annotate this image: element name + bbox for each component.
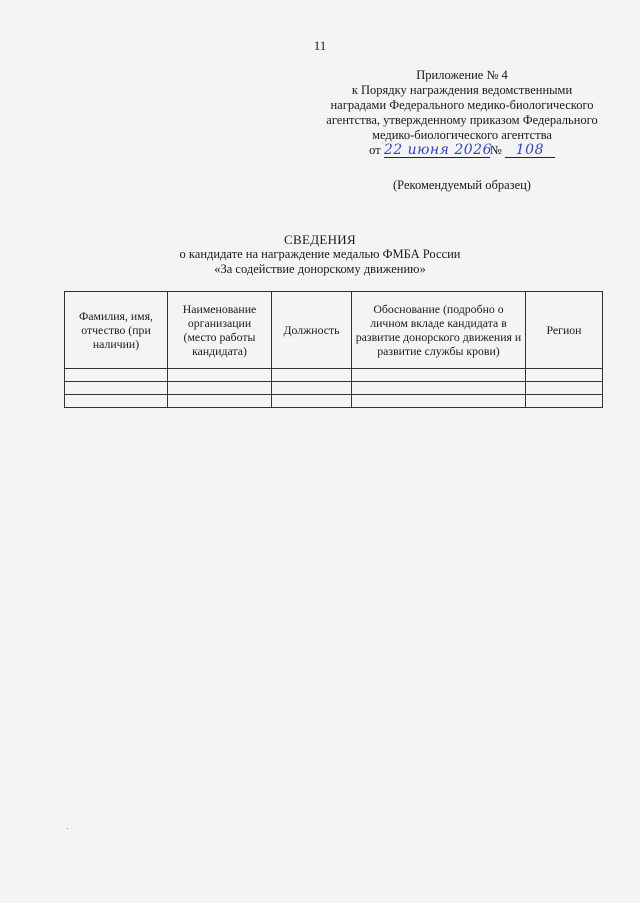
table-cell[interactable] bbox=[272, 382, 352, 395]
table-cell[interactable] bbox=[272, 369, 352, 382]
annex-line-4: медико-биологического агентства bbox=[372, 128, 552, 142]
column-header-position: Должность bbox=[272, 292, 352, 369]
annex-line-2: наградами Федерального медико-биологического bbox=[330, 98, 594, 112]
scan-speck bbox=[67, 828, 68, 829]
candidate-table bbox=[64, 291, 603, 408]
table-cell[interactable] bbox=[352, 382, 526, 395]
handwritten-number: 108 bbox=[515, 142, 544, 158]
table-cell[interactable] bbox=[168, 382, 272, 395]
annex-header bbox=[318, 68, 606, 160]
table-cell[interactable] bbox=[168, 395, 272, 408]
column-header-justification: Обоснование (подробно о личном вкладе кандидата в развитие донорского движения и развитие службы крови) bbox=[352, 292, 526, 369]
title-line-1: о кандидате на награждение медалью ФМБА России bbox=[179, 247, 461, 261]
table-cell[interactable] bbox=[65, 369, 168, 382]
table-cell[interactable] bbox=[168, 369, 272, 382]
column-header-name: Фамилия, имя, отчество (при наличии) bbox=[65, 292, 168, 369]
annex-title: Приложение № 4 bbox=[416, 68, 508, 82]
title-line-2: «За содействие донорскому движению» bbox=[214, 262, 426, 276]
number-field bbox=[505, 143, 555, 158]
document-title bbox=[0, 232, 640, 277]
table-cell[interactable] bbox=[65, 395, 168, 408]
table-row bbox=[65, 382, 603, 395]
handwritten-date: 22 июня 2026 bbox=[383, 142, 492, 158]
table-cell[interactable] bbox=[65, 382, 168, 395]
table-cell[interactable] bbox=[272, 395, 352, 408]
date-field bbox=[384, 143, 490, 158]
annex-line-1: к Порядку награждения ведомственными bbox=[351, 83, 573, 97]
order-date-line bbox=[318, 143, 606, 160]
table-cell[interactable] bbox=[352, 395, 526, 408]
table-cell[interactable] bbox=[526, 382, 603, 395]
page-number: 11 bbox=[313, 38, 327, 53]
number-label: № bbox=[489, 143, 502, 157]
column-header-region: Регион bbox=[526, 292, 603, 369]
sample-label: (Рекомендуемый образец) bbox=[393, 178, 531, 192]
column-header-organization: Наименование организации (место работы кандидата) bbox=[168, 292, 272, 369]
annex-line-3: агентства, утвержденному приказом Федерального bbox=[326, 113, 598, 127]
table-cell[interactable] bbox=[526, 395, 603, 408]
table-row bbox=[65, 395, 603, 408]
date-prefix: от bbox=[369, 143, 381, 157]
table-header-row bbox=[65, 292, 603, 369]
table-cell[interactable] bbox=[526, 369, 603, 382]
table-row bbox=[65, 369, 603, 382]
title-heading: СВЕДЕНИЯ bbox=[284, 232, 356, 247]
table-cell[interactable] bbox=[352, 369, 526, 382]
